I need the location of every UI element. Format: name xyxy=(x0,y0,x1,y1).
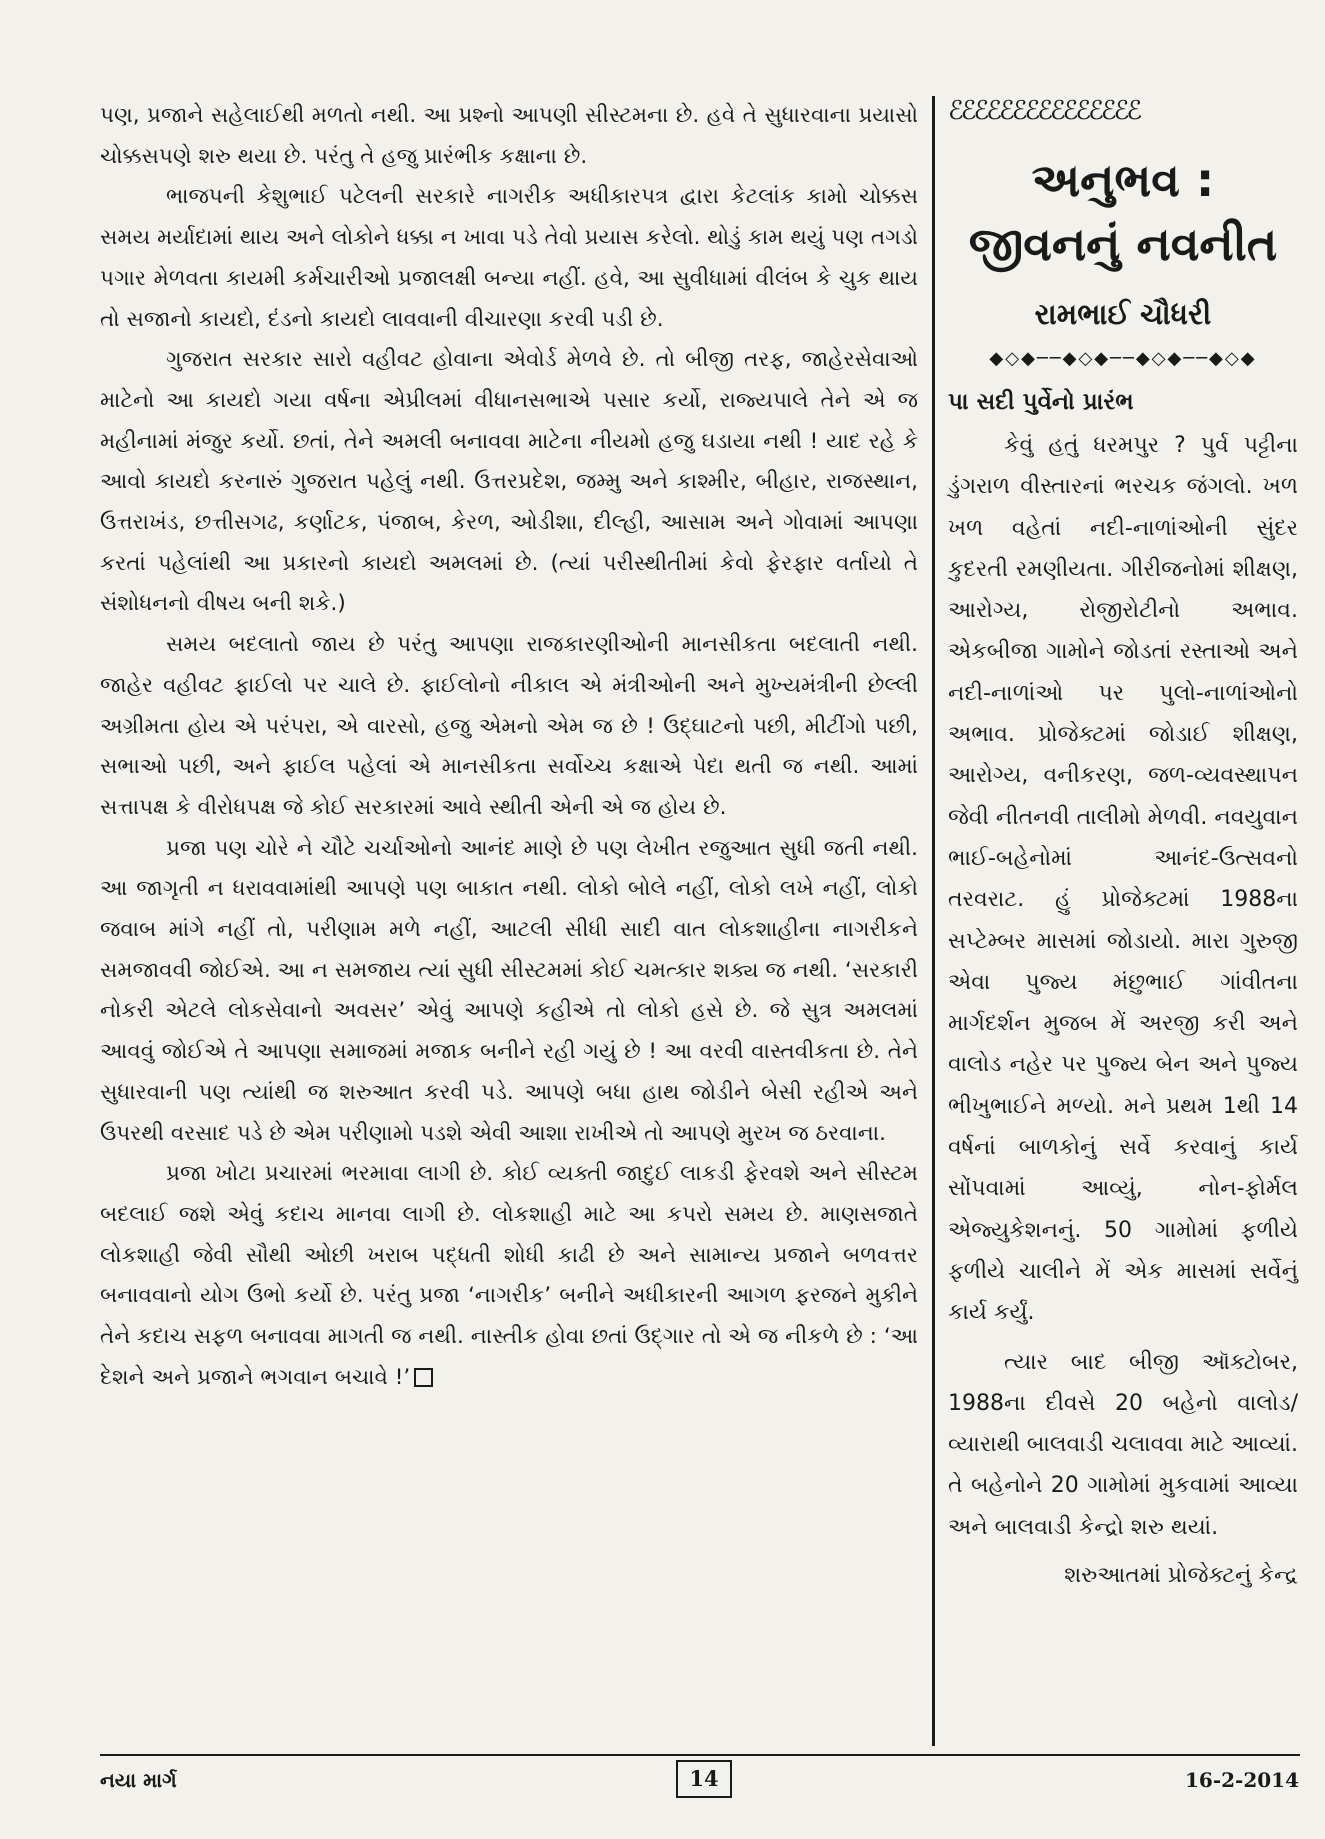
right-paragraph-1: કેવું હતું ધરમપુર ? પુર્વ પટ્ટીના ડુંગરાળ વીસ્તારનાં ભરચક જંગલો. ખળ ખળ વહેતાં નદી-નાળાંઓની સુંદર કુદરતી રમણીયતા. ગીરીજનોમાં શીક્ષણ, આરોગ્ય, રોજીરોટીનો અભાવ. એકબીજા ગામોને જોડતાં રસ્તાઓ અને નદી-નાળાંઓ પર પુલો-નાળાંઓનો અભાવ. પ્રોજેક્ટમાં જોડાઈ શીક્ષણ, આરોગ્ય, વનીકરણ, જળ-વ્યવસ્થાપન જેવી નીતનવી તાલીમો મેળવી. નવયુવાન ભાઈ-બહેનોમાં આનંદ-ઉત્સવનો તરવરાટ. હું પ્રોજેક્ટમાં 1988ના સપ્ટેમ્બર માસમાં જોડાયો. મારા ગુરુજી એવા પુજ્ય મંછુભાઈ ગાંવીતના માર્ગદર્શન મુજબ મેં અરજી કરી અને વાલોડ નહેર પર પુજ્ય બેન અને પુજ્ય ભીખુભાઈને મળ્યો. મને પ્રથમ 1થી 14 વર્ષનાં બાળકોનું સર્વે કરવાનું કાર્ય સોંપવામાં આવ્યું, નોન-ફોર્મલ એજ્યુકેશનનું. 50 ગામોમાં ફળીયે ફળીયે ચાલીને મેં એક માસમાં સર્વેનું કાર્ય કર્યું. xyxy=(948,433,1298,1326)
column-divider xyxy=(932,96,935,1746)
publication-name: નયા માર્ગ xyxy=(100,1768,177,1792)
continuation-text: શરુઆતમાં પ્રોજેક્ટનું કેન્દ્ર xyxy=(1064,1563,1298,1589)
right-article-column xyxy=(948,96,1298,1596)
page-number: 14 xyxy=(676,1760,732,1798)
left-paragraph-1: પણ, પ્રજાને સહેલાઈથી મળતો નથી. આ પ્રશ્નો આપણી સીસ્ટમના છે. હવે તે સુધારવાના પ્રયાસો ચોક્કસપણે શરુ થયા છે. પરંતુ તે હજુ પ્રારંભીક કક્ષાના છે. xyxy=(100,103,918,169)
article-author: રામભાઈ ચૌધરી xyxy=(1034,297,1212,331)
left-paragraph-5: પ્રજા પણ ચોરે ને ચૌટે ચર્ચાઓનો આનંદ માણે છે પણ લેખીત રજુઆત સુધી જતી નથી. આ જાગૃતી ન ધરાવવામાંથી આપણે પણ બાકાત નથી. લોકો બોલે નહીં, લોકો લખે નહીં, લોકો જવાબ માંગે નહીં તો, પરીણામ મળે નહીં, આટલી સીધી સાદી વાત લોકશાહીના નાગરીકને સમજાવવી જોઈએ. આ ન સમજાય ત્યાં સુધી સીસ્ટમમાં કોઈ ચમત્કાર શક્ય જ નથી. ‘સરકારી નોકરી એટલે લોકસેવાનો અવસર’ એવું આપણે કહીએ તો લોકો હસે છે. જે સુત્ર અમલમાં આવવું જોઈએ તે આપણા સમાજમાં મજાક બનીને રહી ગયું છે ! આ વરવી વાસ્તવીકતા છે. તેને સુધારવાની પણ ત્યાંથી જ શરુઆત કરવી પડે. આપણે બધા હાથ જોડીને બેસી રહીએ અને ઉપરથી વરસાદ પડે છે એમ પરીણામો પડશે એવી આશા રાખીએ તો આપણે મુરખ જ ઠરવાના. xyxy=(100,835,918,1146)
left-paragraph-6 xyxy=(100,1154,918,1398)
right-paragraph-2: ત્યાર બાદ બીજી ઑક્ટોબર, 1988ના દીવસે 20 બહેનો વાલોડ/વ્યારાથી બાલવાડી ચલાવવા માટે આવ્યાં. તે બહેનોને 20 ગામોમાં મુકવામાં આવ્યા અને બાલવાડી કેન્દ્રો શરુ થયાં. xyxy=(948,1349,1298,1540)
right-article-body xyxy=(948,425,1298,1548)
left-paragraph-3: ગુજરાત સરકાર સારો વહીવટ હોવાના એવોર્ડ મેળવે છે. તો બીજી તરફ, જાહેરસેવાઓ માટેનો આ કાયદો ગયા વર્ષના એપ્રીલમાં વીધાનસભાએ પસાર કર્યો, રાજ્યપાલે તેને એ જ મહીનામાં મંજુર કર્યો. છતાં, તેને અમલી બનાવવા માટેના નીયમો હજુ ઘડાયા નથી ! યાદ રહે કે આવો કાયદો કરનારું ગુજરાત પહેલું નથી. ઉત્તરપ્રદેશ, જમ્મુ અને કાશ્મીર, બીહાર, રાજસ્થાન, ઉત્તરાખંડ, છત્તીસગઢ, કર્ણાટક, પંજાબ, કેરળ, ઓડીશા, દીલ્હી, આસામ અને ગોવામાં આપણા કરતાં પહેલાંથી આ પ્રકારનો કાયદો અમલમાં છે. (ત્યાં પરીસ્થીતીમાં કેવો ફેરફાર વર્તાયો તે સંશોધનનો વીષય બની શકે.) xyxy=(100,347,918,617)
left-paragraph-2: ભાજપની કેશુભાઈ પટેલની સરકારે નાગરીક અધીકારપત્ર દ્વારા કેટલાંક કામો ચોક્કસ સમય મર્યાદામાં થાય અને લોકોને ધક્કા ન ખાવા પડે તેવો પ્રયાસ કરેલો. થોડું કામ થયું પણ તગડો પગાર મેળવતા કાયમી કર્મચારીઓ પ્રજાલક્ષી બન્યા નહીં. હવે, આ સુવીધામાં વીલંબ કે ચુક થાય તો સજાનો કાયદો, દંડનો કાયદો લાવવાની વીચારણા કરવી પડી છે. xyxy=(100,184,918,332)
end-of-article-icon xyxy=(414,1368,433,1387)
footer-rule xyxy=(100,1754,1300,1756)
article-subheading: પા સદી પુર્વેનો પ્રારંભ xyxy=(948,389,1134,415)
left-paragraph-4: સમય બદલાતો જાય છે પરંતુ આપણા રાજકારણીઓની માનસીકતા બદલાતી નથી. જાહેર વહીવટ ફાઈલો પર ચાલે છે. ફાઈલોનો નીકાલ એ મંત્રીઓની અને મુખ્યમંત્રીની છેલ્લી અગ્રીમતા હોય એ પરંપરા, એ વારસો, હજુ એમનો એમ જ છે ! ઉદ્ઘાટનો પછી, મીટીંગો પછી, સભાઓ પછી, અને ફાઈલ પહેલાં એ માનસીકતા સર્વોચ્ચ કક્ષાએ પેદા થતી જ નથી. આમાં સત્તાપક્ષ કે વીરોધપક્ષ જે કોઈ સરકારમાં આવે સ્થીતી એની એ જ હોય છે. xyxy=(100,632,918,820)
article-title: અનુભવ : જીવનનું નવનીત xyxy=(968,153,1278,271)
decorative-wave-border: ℰℰℰℰℰℰℰℰℰℰℰℰℰℰℰ xyxy=(948,96,1140,126)
issue-date: 16-2-2014 xyxy=(1184,1768,1299,1792)
left-article-column xyxy=(100,96,918,1399)
ornament-divider: ◆◇◆──◆◇◆──◆◇◆──◆◇◆ xyxy=(989,348,1257,369)
left-paragraph-6-text: પ્રજા ખોટા પ્રચારમાં ભરમાવા લાગી છે. કોઈ વ્યક્તી જાદુઈ લાકડી ફેરવશે અને સીસ્ટમ બદલાઈ જશે એવું કદાચ માનવા લાગી છે. લોકશાહી માટે આ કપરો સમય છે. માણસજાતે લોકશાહી જેવી સૌથી ઓછી ખરાબ પદ્ધતી શોધી કાઢી છે અને સામાન્ય પ્રજાને બળવત્તર બનાવવાનો યોગ ઉભો કર્યો છે. પરંતુ પ્રજા ‘નાગરીક’ બનીને અધીકારની આગળ ફરજને મુકીને તેને કદાચ સફળ બનાવવા માગતી જ નથી. નાસ્તીક હોવા છતાં ઉદ્ગાર તો એ જ નીકળે છે : ‘આ દેશને અને પ્રજાને ભગવાન બચાવે !’ xyxy=(100,1161,918,1390)
